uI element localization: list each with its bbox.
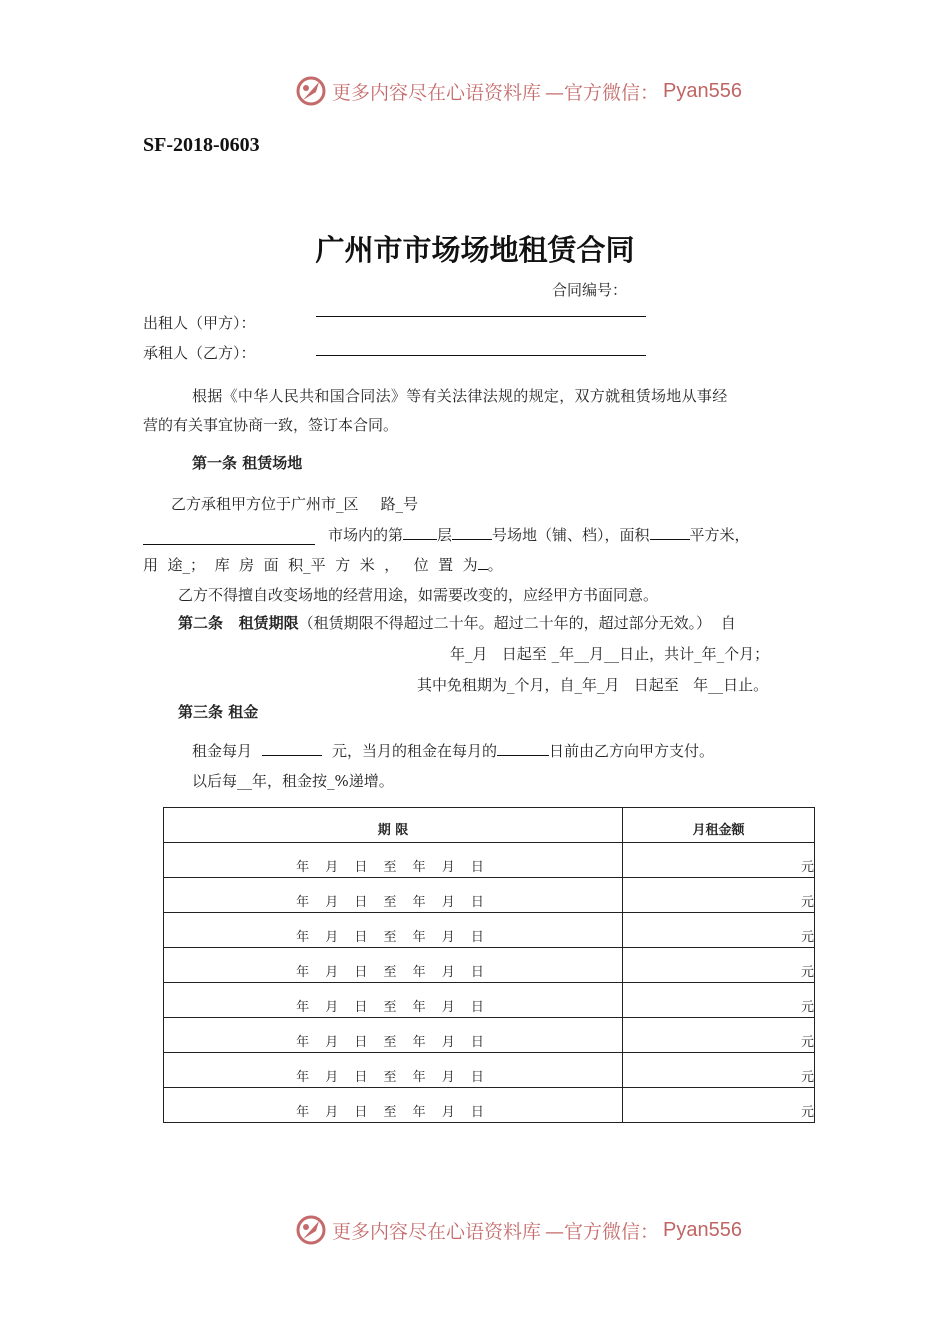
market-name-line (143, 544, 315, 545)
monthly-rent-label: 租金每月 (192, 742, 253, 760)
article-1-line-2 (328, 524, 750, 545)
table-row (164, 1053, 815, 1088)
article-3-heading: 第三条 租金 (178, 703, 259, 721)
usage-line-end: 。 (487, 556, 503, 574)
period-cell: 年 月 日 至 年 月 日 (164, 948, 623, 983)
table-row (164, 948, 815, 983)
watermark-bottom (294, 1213, 742, 1247)
payment-due-text: 元，当月的租金在每月的 (332, 742, 498, 760)
rent-schedule-table (163, 807, 815, 1123)
table-header-row (164, 808, 815, 843)
table-row (164, 843, 815, 878)
period-cell: 年 月 日 至 年 月 日 (164, 1088, 623, 1123)
table-row (164, 1018, 815, 1053)
period-cell: 年 月 日 至 年 月 日 (164, 1053, 623, 1088)
intro-line-1: 根据《中华人民共和国合同法》等有关法律法规的规定，双方就租赁场地从事经 (192, 387, 728, 405)
payment-due-end: 日前由乙方向甲方支付。 (549, 742, 715, 760)
article-2-line-2: 年_月 日起至 _年__月__日止，共计_年_个月； (450, 645, 770, 663)
amount-cell: 元 (623, 948, 815, 983)
table-row (164, 913, 815, 948)
article-3-line-2: 以后每__年，租金按_%递增。 (192, 772, 394, 790)
page-title: 广州市市场场地租赁合同 (315, 233, 635, 267)
period-cell: 年 月 日 至 年 月 日 (164, 843, 623, 878)
lessor-field-line (316, 316, 646, 317)
period-cell: 年 月 日 至 年 月 日 (164, 878, 623, 913)
article-1-line-4: 乙方不得擅自改变场地的经营用途，如需要改变的，应经甲方书面同意。 (178, 586, 659, 604)
watermark-text: 更多内容尽在心语资料库 (332, 1220, 542, 1243)
watermark-top (294, 74, 742, 108)
intro-line-2: 营的有关事宜协商一致，签订本合同。 (143, 416, 399, 434)
article-1-line-3 (143, 554, 503, 575)
address-number: _号 (395, 495, 419, 513)
period-cell: 年 月 日 至 年 月 日 (164, 1018, 623, 1053)
document-number: SF-2018-0603 (143, 134, 260, 156)
watermark-wechat-id: Pyan556 (663, 79, 742, 102)
article-1-line-1 (171, 493, 418, 514)
address-prefix: 乙方承租甲方位于广州市_区 (171, 495, 359, 513)
header-monthly-amount: 月租金额 (623, 808, 815, 843)
usage-line: 用 途_； 库 房 面 积_平 方 米 ， 位 置 为 (143, 556, 478, 574)
quill-logo-icon (294, 74, 328, 108)
amount-cell: 元 (623, 983, 815, 1018)
period-cell: 年 月 日 至 年 月 日 (164, 913, 623, 948)
article-2-line-3: 其中免租期为_个月，自_年_月 日起至 年__日止。 (417, 676, 769, 694)
watermark-separator: —官方微信： (545, 81, 660, 104)
address-road: 路 (380, 495, 396, 513)
stall-label: 号场地（铺、档），面积 (492, 526, 650, 544)
lessee-label: 承租人（乙方）： (143, 344, 256, 362)
lessor-label: 出租人（甲方）： (143, 314, 256, 332)
lessee-field-line (316, 355, 646, 356)
amount-cell: 元 (623, 843, 815, 878)
floor-prefix: 市场内的第 (328, 526, 404, 544)
watermark-separator: —官方微信： (545, 1220, 660, 1243)
article-1-heading: 第一条 租赁场地 (192, 454, 303, 472)
period-cell: 年 月 日 至 年 月 日 (164, 983, 623, 1018)
amount-cell: 元 (623, 913, 815, 948)
contract-number-label: 合同编号： (552, 281, 628, 299)
floor-label: 层 (437, 526, 453, 544)
table-row (164, 983, 815, 1018)
table-row (164, 878, 815, 913)
amount-cell: 元 (623, 1088, 815, 1123)
article-2-note: （租赁期限不得超过二十年。超过二十年的，超过部分无效。） 自 (298, 614, 736, 632)
table-row (164, 1088, 815, 1123)
amount-cell: 元 (623, 1018, 815, 1053)
amount-cell: 元 (623, 1053, 815, 1088)
watermark-wechat-id: Pyan556 (663, 1218, 742, 1241)
quill-logo-icon (294, 1213, 328, 1247)
amount-cell: 元 (623, 878, 815, 913)
article-3-line-1 (192, 740, 714, 761)
article-2-line-1 (178, 612, 736, 633)
watermark-text: 更多内容尽在心语资料库 (332, 81, 542, 104)
header-period: 期 限 (164, 808, 623, 843)
article-2-heading: 第二条 租赁期限 (178, 614, 299, 632)
area-unit: 平方米， (689, 526, 750, 544)
